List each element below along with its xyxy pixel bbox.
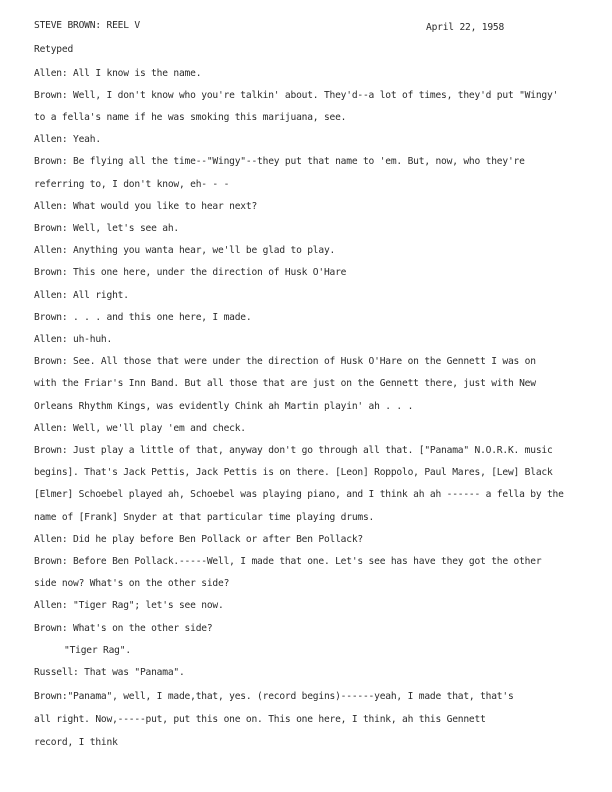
transcript-line: begins]. That's Jack Pettis, Jack Pettis is on there. [Leon] Roppolo, Paul Mares, [Lew] Black [34,467,553,478]
transcript-line: record, I think [34,737,118,748]
transcript-line: Orleans Rhythm Kings, was evidently Chink ah Martin playin' ah . . . [34,401,414,412]
transcript-line: Allen: "Tiger Rag"; let's see now. [34,600,224,611]
transcript-line: Brown: What's on the other side? [34,623,213,634]
transcript-line: Allen: uh-huh. [34,334,113,345]
transcript-line: Allen: Yeah. [34,134,101,145]
transcript-line: "Tiger Rag". [64,645,131,656]
transcript-line: Brown: Just play a little of that, anyway don't go through all that. ["Panama" N.O.R.K. music [34,445,553,456]
transcript-line: Allen: Well, we'll play 'em and check. [34,423,246,434]
transcript-line: name of [Frank] Snyder at that particular time playing drums. [34,512,375,523]
transcript-line: Allen: What would you like to hear next? [34,201,258,212]
reel-title: STEVE BROWN: REEL V [34,20,140,31]
transcript-line: Brown: Well, I don't know who you're talkin' about. They'd--a lot of times, they'd put "Wingy' [34,90,559,101]
transcript-line: Brown: . . . and this one here, I made. [34,312,252,323]
transcript-line: side now? What's on the other side? [34,578,230,589]
retyped-note: Retyped [34,44,74,55]
transcript-line: Brown: Be flying all the time--"Wingy"--they put that name to 'em. But, now, who they're [34,156,525,167]
transcript-line: Russell: That was "Panama". [34,667,185,678]
transcript-line: with the Friar's Inn Band. But all those that are just on the Gennett there, just with New [34,378,536,389]
transcript-line: Allen: All I know is the name. [34,68,202,79]
transcript-line: referring to, I don't know, eh- - - [34,179,230,190]
transcript-line: Brown: Before Ben Pollack.-----Well, I made that one. Let's see has have they got the other [34,556,542,567]
transcript-line: Brown: This one here, under the direction of Husk O'Hare [34,267,347,278]
transcript-line: [Elmer] Schoebel played ah, Schoebel was playing piano, and I think ah ah ------ a fella by the [34,489,564,500]
transcript-line: Allen: Anything you wanta hear, we'll be glad to play. [34,245,336,256]
transcript-line: to a fella's name if he was smoking this marijuana, see. [34,112,347,123]
transcript-line: Allen: All right. [34,290,129,301]
document-date: April 22, 1958 [426,22,505,33]
transcript-line: Brown: Well, let's see ah. [34,223,179,234]
transcript-line: Brown:"Panama", well, I made,that, yes. (record begins)------yeah, I made that, that's [34,691,514,702]
transcript-line: all right. Now,-----put, put this one on. This one here, I think, ah this Gennett [34,714,486,725]
transcript-line: Allen: Did he play before Ben Pollack or after Ben Pollack? [34,534,363,545]
transcript-line: Brown: See. All those that were under the direction of Husk O'Hare on the Gennett I was on [34,356,536,367]
